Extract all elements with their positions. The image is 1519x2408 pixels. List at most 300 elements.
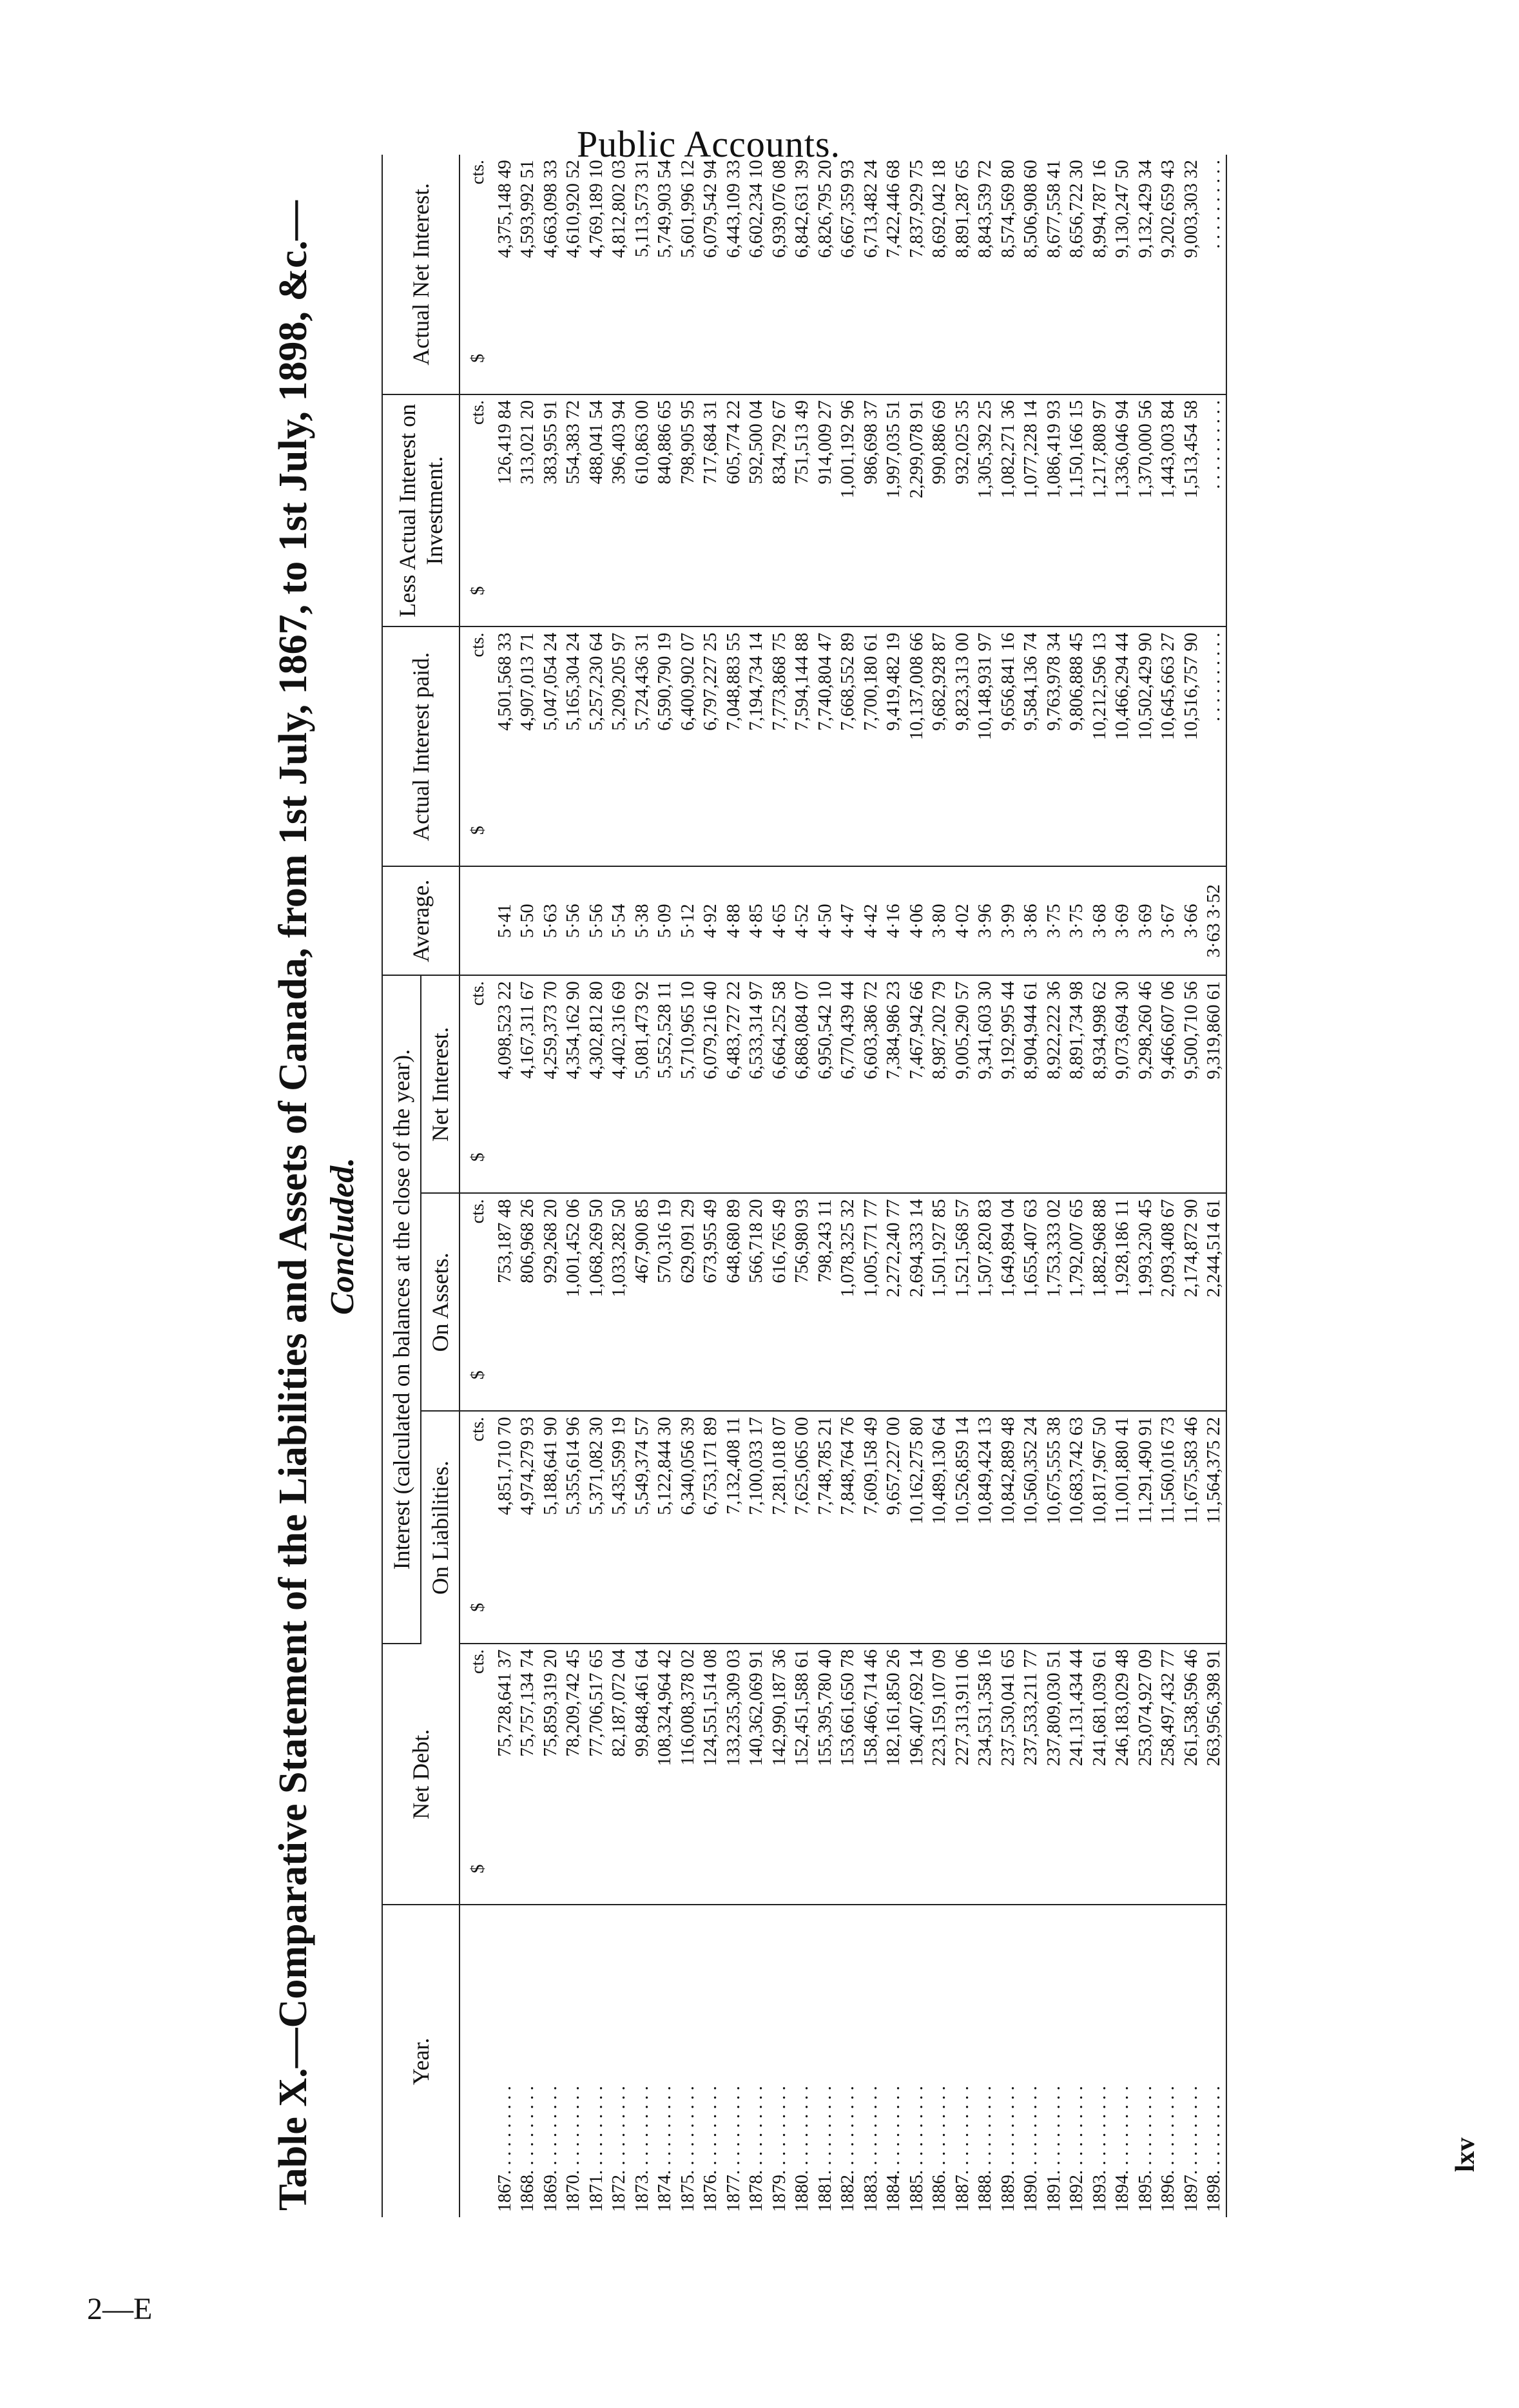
less-cell: 383,955 91 <box>539 394 563 627</box>
net-int-cell: 8,934,998 62 <box>1088 975 1112 1193</box>
table-row <box>631 155 654 2217</box>
net-int-cell: 8,904,944 61 <box>1020 975 1043 1193</box>
net-debt-cell: 258,497,432 77 <box>1157 1644 1180 1905</box>
year-cell: 1884. . . . . . . . . . <box>883 2086 904 2212</box>
actual-net-cell: 4,593,992 51 <box>516 155 539 394</box>
on-liab-cell: 5,549,374 57 <box>631 1411 654 1644</box>
on-liab-cell: 10,489,130 64 <box>928 1411 951 1644</box>
units-row <box>460 155 494 2217</box>
actual-net-cell: 7,837,929 75 <box>905 155 929 394</box>
avg-cell: 5·54 <box>608 866 631 975</box>
less-cell: 798,905 95 <box>677 394 700 627</box>
avg-cell: 3·69 <box>1134 866 1157 975</box>
less-cell: 592,500 04 <box>745 394 768 627</box>
on-assets-cell: 756,980 93 <box>791 1193 814 1411</box>
units-cell <box>460 394 494 627</box>
cents-unit: cts. <box>468 400 488 425</box>
units-cell <box>460 626 494 866</box>
on-liab-cell: 11,564,375 22 <box>1203 1411 1226 1644</box>
paid-cell: 5,165,304 24 <box>562 626 585 866</box>
less-cell: 840,886 65 <box>653 394 677 627</box>
net-int-cell: 4,302,812 80 <box>585 975 608 1193</box>
actual-net-cell: 6,667,359 93 <box>837 155 860 394</box>
on-assets-cell: 1,753,333 02 <box>1043 1193 1066 1411</box>
avg-cell: 3·69 <box>1111 866 1134 975</box>
table-title: Table X.—Comparative Statement of the Liabilities and Assets of Canada, from 1st July, 1867, to 1st July, 1898, &c.— <box>271 200 315 2211</box>
net-int-cell: 4,259,373 70 <box>539 975 563 1193</box>
less-cell: 488,041 54 <box>585 394 608 627</box>
paid-cell: 7,700,180 61 <box>860 626 883 866</box>
paid-cell: 9,419,482 19 <box>882 626 905 866</box>
year-cell: 1878. . . . . . . . . . <box>746 2086 766 2212</box>
net-int-cell: 9,192,995 44 <box>997 975 1020 1193</box>
avg-cell: 3·75 <box>1043 866 1066 975</box>
on-liab-cell: 7,609,158 49 <box>860 1411 883 1644</box>
actual-net-cell: 6,939,076 08 <box>768 155 791 394</box>
page-number: lxv <box>1451 2137 1480 2172</box>
net-int-cell: 9,298,260 46 <box>1134 975 1157 1193</box>
avg-cell: 4·42 <box>860 866 883 975</box>
paid-cell: 5,257,230 64 <box>585 626 608 866</box>
net-int-cell: 4,098,523 22 <box>494 975 517 1193</box>
net-int-cell: 8,891,734 98 <box>1065 975 1088 1193</box>
net-int-cell: 5,710,965 10 <box>677 975 700 1193</box>
actual-net-cell: 8,891,287 65 <box>951 155 974 394</box>
net-int-cell: 9,073,694 30 <box>1111 975 1134 1193</box>
on-liab-cell: 6,340,056 39 <box>677 1411 700 1644</box>
dollar-unit: $ <box>468 1602 488 1612</box>
col-header-year: Year. <box>382 1905 460 2218</box>
col-header-net-debt: Net Debt. <box>382 1644 460 1905</box>
net-int-cell: 7,384,986 23 <box>882 975 905 1193</box>
actual-net-cell: 5,113,573 31 <box>631 155 654 394</box>
actual-net-cell: 8,994,787 16 <box>1088 155 1112 394</box>
year-cell: 1869. . . . . . . . . . <box>539 2086 561 2212</box>
on-assets-cell: 1,882,968 88 <box>1088 1193 1112 1411</box>
net-int-cell: 9,341,603 30 <box>974 975 997 1193</box>
on-liab-cell: 10,526,859 14 <box>951 1411 974 1644</box>
year-cell: 1896. . . . . . . . . . <box>1157 2086 1178 2212</box>
net-debt-cell: 227,313,911 06 <box>951 1644 974 1905</box>
table-row <box>768 155 791 2217</box>
year-cell: 1890. . . . . . . . . . <box>1020 2086 1041 2212</box>
on-assets-cell: 566,718 20 <box>745 1193 768 1411</box>
units-cell <box>460 155 494 394</box>
net-debt-cell: 237,809,030 51 <box>1043 1644 1066 1905</box>
table-row <box>1088 155 1112 2217</box>
net-int-cell: 6,770,439 44 <box>837 975 860 1193</box>
on-assets-cell: 1,501,927 85 <box>928 1193 951 1411</box>
less-cell: 751,513 49 <box>791 394 814 627</box>
paid-cell: 7,740,804 47 <box>814 626 837 866</box>
running-header: Public Accounts. <box>577 123 841 165</box>
net-int-cell: 5,552,528 11 <box>653 975 677 1193</box>
on-liab-cell: 5,122,844 30 <box>653 1411 677 1644</box>
net-int-cell: 4,402,316 69 <box>608 975 631 1193</box>
net-debt-cell: 263,956,398 91 <box>1203 1644 1226 1905</box>
less-cell: 1,150,166 15 <box>1065 394 1088 627</box>
table-row <box>653 155 677 2217</box>
actual-net-cell: 8,843,539 72 <box>974 155 997 394</box>
on-liab-cell: 7,748,785 21 <box>814 1411 837 1644</box>
avg-cell: 5·56 <box>562 866 585 975</box>
dollar-unit: $ <box>468 826 488 835</box>
net-int-cell: 8,922,222 36 <box>1043 975 1066 1193</box>
on-liab-cell: 7,100,033 17 <box>745 1411 768 1644</box>
net-debt-cell: 182,161,850 26 <box>882 1644 905 1905</box>
year-cell: 1870. . . . . . . . . . <box>563 2086 583 2212</box>
year-cell: 1871. . . . . . . . . . <box>585 2086 606 2212</box>
liabilities-table <box>382 155 1227 2217</box>
less-cell: 834,792 67 <box>768 394 791 627</box>
table-row <box>997 155 1020 2217</box>
actual-net-cell: 9,202,659 43 <box>1157 155 1180 394</box>
year-cell: 1883. . . . . . . . . . <box>860 2086 881 2212</box>
table-row <box>539 155 563 2217</box>
avg-cell: 4·50 <box>814 866 837 975</box>
net-debt-cell: 196,407,692 14 <box>905 1644 929 1905</box>
avg-cell: 3·99 <box>997 866 1020 975</box>
col-header-on-liabilities: On Liabilities. <box>421 1411 460 1644</box>
net-int-cell: 6,868,084 07 <box>791 975 814 1193</box>
year-cell: 1872. . . . . . . . . . <box>608 2086 629 2212</box>
actual-net-cell: 5,749,903 54 <box>653 155 677 394</box>
less-cell: 914,009 27 <box>814 394 837 627</box>
on-assets-cell: 1,655,407 63 <box>1020 1193 1043 1411</box>
year-cell: 1894. . . . . . . . . . <box>1112 2086 1132 2212</box>
on-liab-cell: 5,371,082 30 <box>585 1411 608 1644</box>
net-debt-cell: 75,728,641 37 <box>494 1644 517 1905</box>
table-subtitle: Concluded. <box>324 1157 361 1315</box>
on-liab-cell: 7,848,764 76 <box>837 1411 860 1644</box>
on-assets-cell: 1,649,894 04 <box>997 1193 1020 1411</box>
table-row <box>1157 155 1180 2217</box>
net-debt-cell: 116,008,378 02 <box>677 1644 700 1905</box>
net-debt-cell: 246,183,029 48 <box>1111 1644 1134 1905</box>
less-cell: 1,086,419 93 <box>1043 394 1066 627</box>
net-int-cell: 6,603,386 72 <box>860 975 883 1193</box>
year-cell: 1880. . . . . . . . . . <box>791 2086 812 2212</box>
on-assets-cell: 1,792,007 65 <box>1065 1193 1088 1411</box>
on-liab-cell: 10,849,424 13 <box>974 1411 997 1644</box>
avg-cell: 4·16 <box>882 866 905 975</box>
avg-cell: 5·63 <box>539 866 563 975</box>
paid-cell: 4,907,013 71 <box>516 626 539 866</box>
on-assets-cell: 1,068,269 50 <box>585 1193 608 1411</box>
table-row <box>951 155 974 2217</box>
on-assets-cell: 753,187 48 <box>494 1193 517 1411</box>
rotated-table-sheet <box>271 155 1495 2269</box>
paid-cell: 10,516,757 90 <box>1180 626 1203 866</box>
on-assets-cell: 629,091 29 <box>677 1193 700 1411</box>
on-liab-cell: 11,675,583 46 <box>1180 1411 1203 1644</box>
on-assets-cell: 467,900 85 <box>631 1193 654 1411</box>
less-cell: 1,077,228 14 <box>1020 394 1043 627</box>
avg-cell: 4·02 <box>951 866 974 975</box>
less-cell: 1,370,000 56 <box>1134 394 1157 627</box>
on-liab-cell: 10,817,967 50 <box>1088 1411 1112 1644</box>
actual-net-cell: 8,506,908 60 <box>1020 155 1043 394</box>
avg-cell: 3·80 <box>928 866 951 975</box>
year-cell: 1889. . . . . . . . . . <box>997 2086 1018 2212</box>
units-cell <box>460 1193 494 1411</box>
table-row <box>928 155 951 2217</box>
less-cell: 1,513,454 58 <box>1180 394 1203 627</box>
net-int-cell: 4,354,162 90 <box>562 975 585 1193</box>
cents-unit: cts. <box>468 160 488 185</box>
avg-cell: 5·50 <box>516 866 539 975</box>
net-int-cell: 6,950,542 10 <box>814 975 837 1193</box>
year-cell: 1867. . . . . . . . . . <box>494 2086 515 2212</box>
table-row <box>562 155 585 2217</box>
on-liab-cell: 6,753,171 89 <box>699 1411 722 1644</box>
less-cell: 126,419 84 <box>494 394 517 627</box>
on-assets-cell: 616,765 49 <box>768 1193 791 1411</box>
table-row <box>1111 155 1134 2217</box>
actual-net-cell: 5,601,996 12 <box>677 155 700 394</box>
actual-net-cell: 6,713,482 24 <box>860 155 883 394</box>
on-assets-cell: 2,174,872 90 <box>1180 1193 1203 1411</box>
year-cell: 1887. . . . . . . . . . <box>951 2086 972 2212</box>
table-row <box>1020 155 1043 2217</box>
avg-cell: 4·85 <box>745 866 768 975</box>
paid-cell: 9,682,928 87 <box>928 626 951 866</box>
cents-unit: cts. <box>468 1649 488 1674</box>
table-row <box>722 155 746 2217</box>
paid-cell: 7,194,734 14 <box>745 626 768 866</box>
on-liab-cell: 11,560,016 73 <box>1157 1411 1180 1644</box>
col-header-less-actual: Less Actual Interest on Investment. <box>382 394 460 627</box>
on-assets-cell: 798,243 11 <box>814 1193 837 1411</box>
on-liab-cell: 10,162,275 80 <box>905 1411 929 1644</box>
year-cell: 1879. . . . . . . . . . <box>768 2086 789 2212</box>
avg-cell: 3·66 <box>1180 866 1203 975</box>
actual-net-cell: 6,079,542 94 <box>699 155 722 394</box>
table-row <box>1134 155 1157 2217</box>
year-cell: 1897. . . . . . . . . . <box>1180 2086 1201 2212</box>
actual-net-cell: 4,610,920 52 <box>562 155 585 394</box>
net-int-cell: 9,319,860 61 <box>1203 975 1226 1193</box>
table-row <box>677 155 700 2217</box>
less-cell: 1,443,003 84 <box>1157 394 1180 627</box>
actual-net-cell: 7,422,446 68 <box>882 155 905 394</box>
on-liab-cell: 10,675,555 38 <box>1043 1411 1066 1644</box>
on-liab-cell: 10,842,889 48 <box>997 1411 1020 1644</box>
actual-net-cell: 9,132,429 34 <box>1134 155 1157 394</box>
avg-cell: 4·65 <box>768 866 791 975</box>
net-debt-cell: 140,362,069 91 <box>745 1644 768 1905</box>
on-assets-cell: 1,993,230 45 <box>1134 1193 1157 1411</box>
paid-cell: 10,212,596 13 <box>1088 626 1112 866</box>
table-row <box>905 155 929 2217</box>
net-debt-cell: 234,531,358 16 <box>974 1644 997 1905</box>
dollar-unit: $ <box>468 586 488 596</box>
on-liab-cell: 9,657,227 00 <box>882 1411 905 1644</box>
less-cell: . . . . . . . . . . <box>1203 394 1226 627</box>
less-cell: 986,698 37 <box>860 394 883 627</box>
on-assets-cell: 929,268 20 <box>539 1193 563 1411</box>
net-int-cell: 6,079,216 40 <box>699 975 722 1193</box>
table-row <box>608 155 631 2217</box>
paid-cell: 7,048,883 55 <box>722 626 746 866</box>
avg-cell: 5·38 <box>631 866 654 975</box>
on-assets-cell: 2,694,333 14 <box>905 1193 929 1411</box>
less-cell: 2,299,078 91 <box>905 394 929 627</box>
actual-net-cell: 9,130,247 50 <box>1111 155 1134 394</box>
less-cell: 554,383 72 <box>562 394 585 627</box>
net-debt-cell: 152,451,588 61 <box>791 1644 814 1905</box>
col-header-on-assets: On Assets. <box>421 1193 460 1411</box>
less-cell: 1,997,035 51 <box>882 394 905 627</box>
units-cell <box>460 1411 494 1644</box>
paid-cell: 10,502,429 90 <box>1134 626 1157 866</box>
on-liab-cell: 7,132,408 11 <box>722 1411 746 1644</box>
net-debt-cell: 108,324,964 42 <box>653 1644 677 1905</box>
less-cell: 610,863 00 <box>631 394 654 627</box>
on-liab-cell: 7,625,065 00 <box>791 1411 814 1644</box>
net-debt-cell: 223,159,107 09 <box>928 1644 951 1905</box>
actual-net-cell: 8,656,722 30 <box>1065 155 1088 394</box>
year-cell: 1874. . . . . . . . . . <box>654 2086 675 2212</box>
signature-mark: 2—E <box>87 2292 153 2326</box>
year-cell: 1895. . . . . . . . . . <box>1134 2086 1156 2212</box>
net-int-cell: 6,533,314 97 <box>745 975 768 1193</box>
table-row <box>1065 155 1088 2217</box>
avg-cell: 4·88 <box>722 866 746 975</box>
paid-cell: 5,047,054 24 <box>539 626 563 866</box>
less-cell: 313,021 20 <box>516 394 539 627</box>
net-debt-cell: 75,757,134 74 <box>516 1644 539 1905</box>
paid-cell: 10,137,008 66 <box>905 626 929 866</box>
table-row <box>699 155 722 2217</box>
avg-cell: 4·92 <box>699 866 722 975</box>
paid-cell: 7,668,552 89 <box>837 626 860 866</box>
net-int-cell: 9,005,290 57 <box>951 975 974 1193</box>
net-debt-cell: 237,533,211 77 <box>1020 1644 1043 1905</box>
on-liab-cell: 10,683,742 63 <box>1065 1411 1088 1644</box>
avg-cell: 3·96 <box>974 866 997 975</box>
actual-net-cell: 6,842,631 39 <box>791 155 814 394</box>
on-liab-cell: 5,355,614 96 <box>562 1411 585 1644</box>
on-liab-cell: 5,435,599 19 <box>608 1411 631 1644</box>
less-cell: 1,001,192 96 <box>837 394 860 627</box>
on-assets-cell: 806,968 26 <box>516 1193 539 1411</box>
dollar-unit: $ <box>468 1864 488 1874</box>
paid-cell: 4,501,568 33 <box>494 626 517 866</box>
table-row <box>1203 155 1226 2217</box>
cents-unit: cts. <box>468 981 488 1006</box>
net-int-cell: 7,467,942 66 <box>905 975 929 1193</box>
avg-cell: 3·67 <box>1157 866 1180 975</box>
dollar-unit: $ <box>468 353 488 363</box>
actual-net-cell: 4,769,189 10 <box>585 155 608 394</box>
paid-cell: 5,724,436 31 <box>631 626 654 866</box>
cents-unit: cts. <box>468 1417 488 1442</box>
on-liab-cell: 10,560,352 24 <box>1020 1411 1043 1644</box>
year-cell: 1875. . . . . . . . . . <box>677 2086 698 2212</box>
year-cell: 1891. . . . . . . . . . <box>1043 2086 1064 2212</box>
actual-net-cell: 8,574,569 80 <box>997 155 1020 394</box>
net-debt-cell: 99,848,461 64 <box>631 1644 654 1905</box>
paid-cell: 6,797,227 25 <box>699 626 722 866</box>
table-row <box>745 155 768 2217</box>
table-row <box>791 155 814 2217</box>
avg-cell: 5·12 <box>677 866 700 975</box>
table-row <box>837 155 860 2217</box>
net-debt-cell: 142,990,187 36 <box>768 1644 791 1905</box>
year-cell: 1898. . . . . . . . . . <box>1203 1905 1226 2218</box>
on-assets-cell: 648,680 89 <box>722 1193 746 1411</box>
col-header-net-interest: Net Interest. <box>421 975 460 1193</box>
actual-net-cell: 6,443,109 33 <box>722 155 746 394</box>
year-cell: 1876. . . . . . . . . . <box>700 2086 721 2212</box>
on-assets-cell: 1,521,568 57 <box>951 1193 974 1411</box>
year-cell: 1873. . . . . . . . . . <box>631 2086 652 2212</box>
year-cell: 1885. . . . . . . . . . <box>905 2086 927 2212</box>
dollar-unit: $ <box>468 1370 488 1380</box>
units-cell <box>460 1644 494 1905</box>
net-debt-cell: 133,235,309 03 <box>722 1644 746 1905</box>
actual-net-cell: 8,692,042 18 <box>928 155 951 394</box>
avg-cell: 5·41 <box>494 866 517 975</box>
cents-unit: cts. <box>468 1199 488 1224</box>
paid-cell: 5,209,205 97 <box>608 626 631 866</box>
on-liab-cell: 4,851,710 70 <box>494 1411 517 1644</box>
on-assets-cell: 2,272,240 77 <box>882 1193 905 1411</box>
on-liab-cell: 11,291,490 91 <box>1134 1411 1157 1644</box>
net-int-cell: 9,500,710 56 <box>1180 975 1203 1193</box>
avg-cell: 3·68 <box>1088 866 1112 975</box>
on-liab-cell: 7,281,018 07 <box>768 1411 791 1644</box>
net-debt-cell: 241,131,434 44 <box>1065 1644 1088 1905</box>
on-liab-cell: 4,974,279 93 <box>516 1411 539 1644</box>
paid-cell: . . . . . . . . . . <box>1203 626 1226 866</box>
net-debt-cell: 75,859,319 20 <box>539 1644 563 1905</box>
net-debt-cell: 82,187,072 04 <box>608 1644 631 1905</box>
less-cell: 605,774 22 <box>722 394 746 627</box>
paid-cell: 7,773,868 75 <box>768 626 791 866</box>
less-cell: 1,082,271 36 <box>997 394 1020 627</box>
units-cell <box>460 1905 494 2218</box>
net-debt-cell: 253,074,927 09 <box>1134 1644 1157 1905</box>
on-assets-cell: 1,078,325 32 <box>837 1193 860 1411</box>
net-debt-cell: 261,538,596 46 <box>1180 1644 1203 1905</box>
net-debt-cell: 155,395,780 40 <box>814 1644 837 1905</box>
avg-cell: 4·06 <box>905 866 929 975</box>
table-row <box>494 155 517 2217</box>
actual-net-cell: 8,677,558 41 <box>1043 155 1066 394</box>
actual-net-cell: 4,375,148 49 <box>494 155 517 394</box>
paid-cell: 9,584,136 74 <box>1020 626 1043 866</box>
actual-net-cell: 4,663,098 33 <box>539 155 563 394</box>
net-debt-cell: 158,466,714 46 <box>860 1644 883 1905</box>
cents-unit: cts. <box>468 632 488 657</box>
col-header-average: Average. <box>382 866 460 975</box>
paid-cell: 10,645,663 27 <box>1157 626 1180 866</box>
table-row <box>974 155 997 2217</box>
net-debt-cell: 124,551,514 08 <box>699 1644 722 1905</box>
net-debt-cell: 78,209,742 45 <box>562 1644 585 1905</box>
paid-cell: 9,763,978 34 <box>1043 626 1066 866</box>
actual-net-cell: 6,826,795 20 <box>814 155 837 394</box>
table-row <box>882 155 905 2217</box>
avg-cell: 4·52 <box>791 866 814 975</box>
year-cell: 1892. . . . . . . . . . <box>1066 2086 1087 2212</box>
paid-cell: 9,806,888 45 <box>1065 626 1088 866</box>
year-cell: 1868. . . . . . . . . . <box>517 2086 537 2212</box>
less-cell: 1,217,808 97 <box>1088 394 1112 627</box>
less-cell: 1,336,046 94 <box>1111 394 1134 627</box>
